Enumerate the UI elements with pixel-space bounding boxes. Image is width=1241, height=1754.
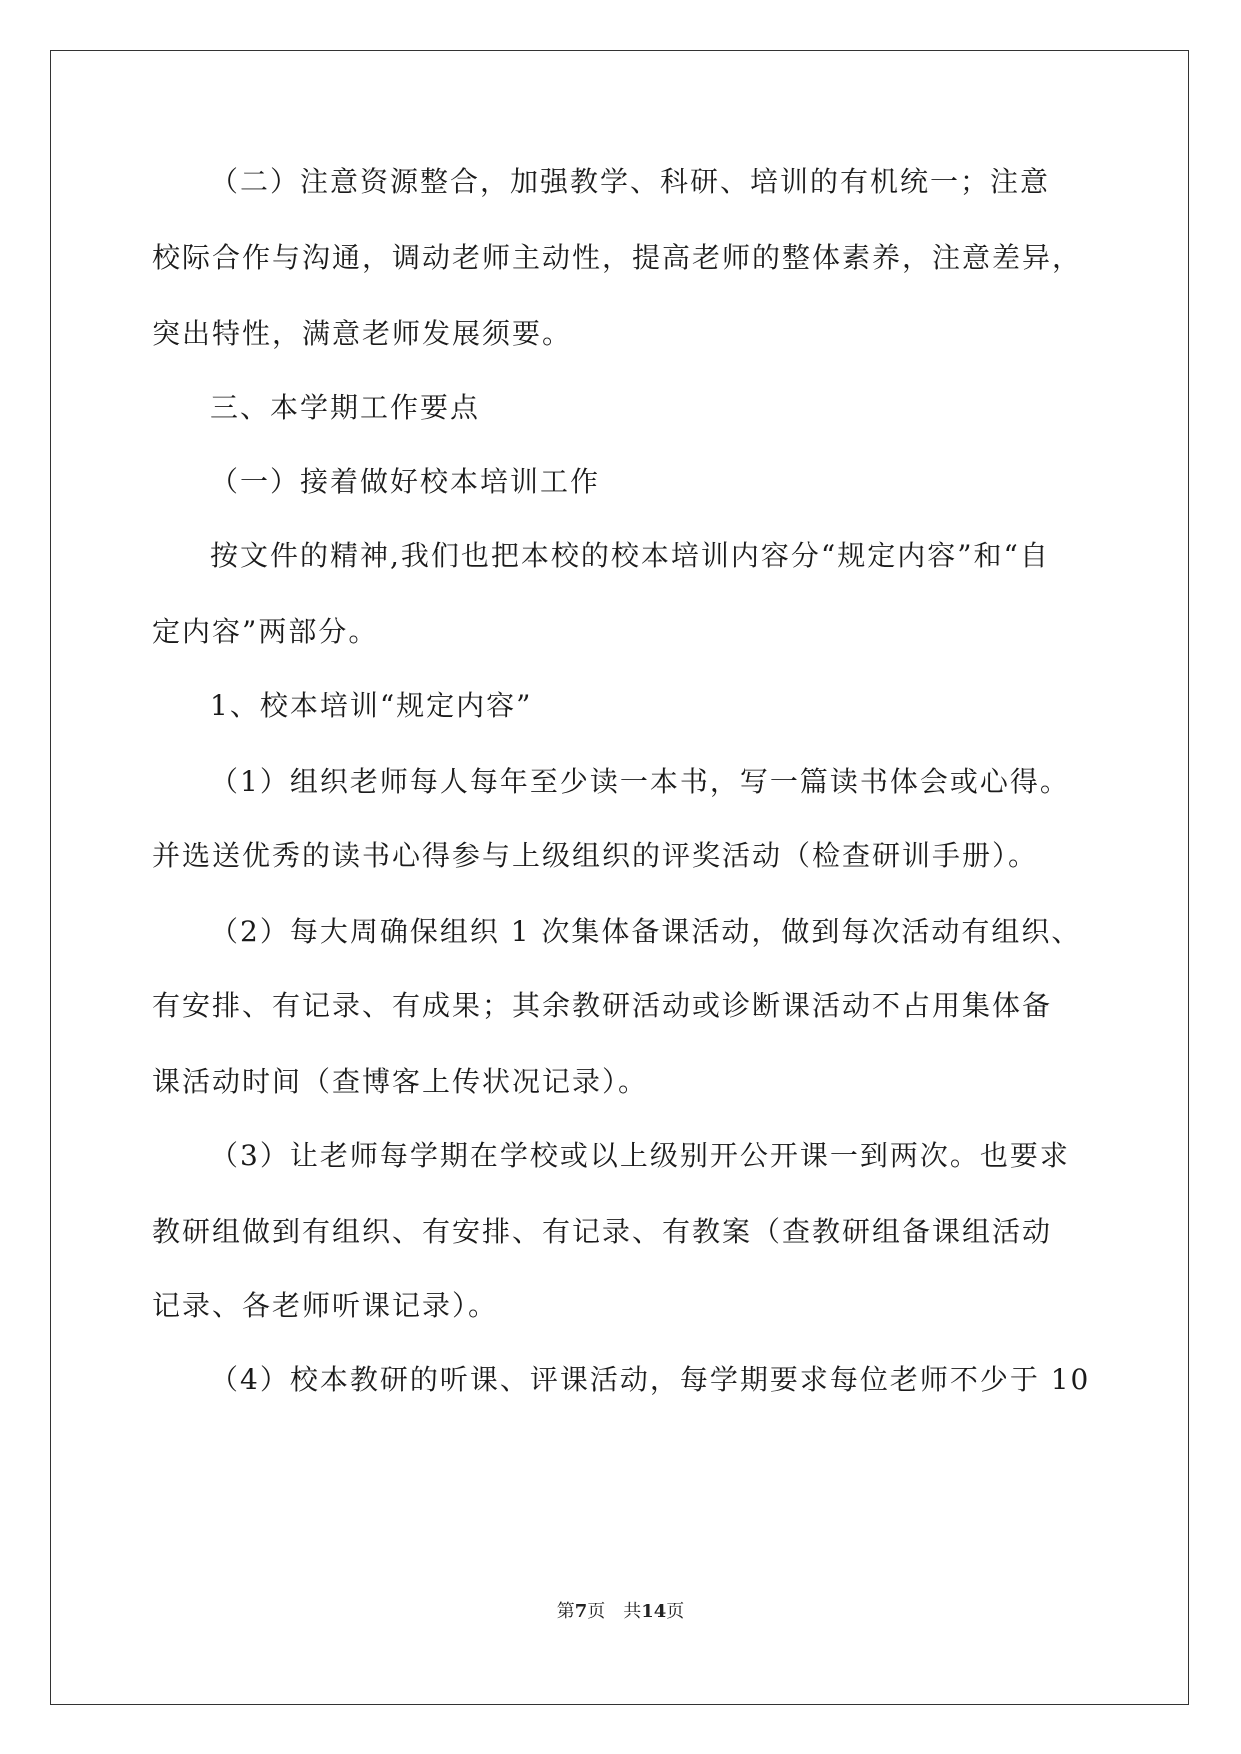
page-footer xyxy=(0,1601,1241,1623)
current-page-number: 7 xyxy=(574,1601,588,1622)
page-border xyxy=(50,50,1189,1705)
item-heading: 1、校本培训“规定内容” xyxy=(210,689,533,722)
subsection-heading: （一）接着做好校本培训工作 xyxy=(210,465,601,498)
paragraph-line: 教研组做到有组织、有安排、有记录、有教案（查教研组备课组活动 xyxy=(152,1215,1053,1248)
paragraph-line: （4）校本教研的听课、评课活动，每学期要求每位老师不少于 10 xyxy=(210,1363,1091,1396)
paragraph-line: 突出特性，满意老师发展须要。 xyxy=(152,317,573,350)
paragraph-line: 校际合作与沟通，调动老师主动性，提高老师的整体素养，注意差异， xyxy=(152,241,1083,274)
paragraph-line: 记录、各老师听课记录）。 xyxy=(152,1289,499,1322)
paragraph-line: （3）让老师每学期在学校或以上级别开公开课一到两次。也要求 xyxy=(210,1139,1070,1172)
section-heading: 三、本学期工作要点 xyxy=(210,391,481,424)
paragraph-line: 有安排、有记录、有成果；其余教研活动或诊断课活动不占用集体备 xyxy=(152,989,1053,1022)
paragraph-line: 定内容”两部分。 xyxy=(152,615,379,648)
total-label: 共14页 xyxy=(623,1601,685,1622)
page-label: 第7页 xyxy=(556,1601,606,1622)
total-page-number: 14 xyxy=(641,1601,667,1622)
paragraph-line: （二）注意资源整合，加强教学、科研、培训的有机统一；注意 xyxy=(210,165,1051,198)
paragraph-line: 按文件的精神,我们也把本校的校本培训内容分“规定内容”和“自 xyxy=(210,539,1050,572)
paragraph-line: （2）每大周确保组织 1 次集体备课活动，做到每次活动有组织、 xyxy=(210,915,1082,948)
paragraph-line: 课活动时间（查博客上传状况记录）。 xyxy=(152,1065,649,1098)
paragraph-line: 并选送优秀的读书心得参与上级组织的评奖活动（检查研训手册）。 xyxy=(152,839,1039,872)
paragraph-line: （1）组织老师每人每年至少读一本书，写一篇读书体会或心得。 xyxy=(210,765,1070,798)
